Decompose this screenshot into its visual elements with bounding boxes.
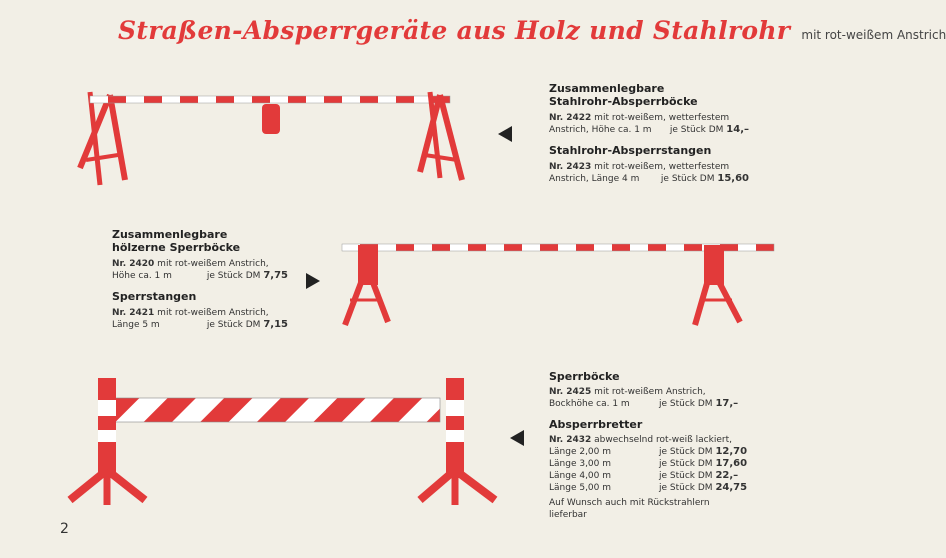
wooden-barrier-illustration (342, 244, 774, 325)
section-steel-trestles (549, 82, 749, 185)
item-description: Nr. 2423 mit rot-weißem, wetterfestem (549, 162, 730, 172)
section-heading: Stahlrohr-Absperrböcke (549, 95, 698, 108)
price-row: Länge 3,00 m je Stück DM 17,60 (549, 458, 748, 469)
price-row: Länge 2,00 m je Stück DM 12,70 (549, 446, 748, 457)
price-row: Länge 5,00 m je Stück DM 24,75 (549, 482, 748, 493)
item-description: Nr. 2422 mit rot-weißem, wetterfestem (549, 113, 730, 123)
pointer-arrow-left (510, 430, 524, 446)
title-script: Straßen-Absperrgeräte aus Holz und Stahlrohr (118, 16, 791, 45)
item-description: Nr. 2420 mit rot-weißem Anstrich, (112, 259, 269, 269)
title-subtitle: mit rot-weißem Anstrich (801, 28, 946, 42)
item-price-row: Bockhöhe ca. 1 m je Stück DM 17,– (549, 398, 739, 409)
section-heading: Sperrstangen (112, 290, 197, 303)
section-boards (549, 370, 749, 521)
item-description: Nr. 2432 abwechselnd rot-weiß lackiert, (549, 435, 732, 445)
footnote: Auf Wunsch auch mit Rückstrahlern lieferbar (549, 498, 710, 520)
section-heading: Zusammenlegbare (549, 82, 665, 95)
item-price-row: Anstrich, Höhe ca. 1 m je Stück DM 14,– (549, 124, 749, 135)
section-heading: Sperrböcke (549, 370, 620, 383)
section-heading: Absperrbretter (549, 418, 643, 431)
section-heading: Zusammenlegbare (112, 228, 228, 241)
board-barrier-illustration (70, 378, 495, 505)
steel-barrier-illustration (80, 92, 462, 185)
item-price-row: Höhe ca. 1 m je Stück DM 7,75 (112, 270, 288, 281)
item-price-row: Anstrich, Länge 4 m je Stück DM 15,60 (549, 173, 749, 184)
page-number: 2 (60, 521, 69, 537)
item-price-row: Länge 5 m je Stück DM 7,15 (112, 319, 288, 330)
pointer-arrow-left (498, 126, 512, 142)
section-heading: hölzerne Sperrböcke (112, 241, 241, 254)
section-heading: Stahlrohr-Absperrstangen (549, 144, 712, 157)
pointer-arrow-right (306, 273, 320, 289)
item-description: Nr. 2425 mit rot-weißem Anstrich, (549, 387, 706, 397)
section-wooden-trestles (112, 228, 288, 331)
item-description: Nr. 2421 mit rot-weißem Anstrich, (112, 308, 269, 318)
price-row: Länge 4,00 m je Stück DM 22,– (549, 470, 739, 481)
